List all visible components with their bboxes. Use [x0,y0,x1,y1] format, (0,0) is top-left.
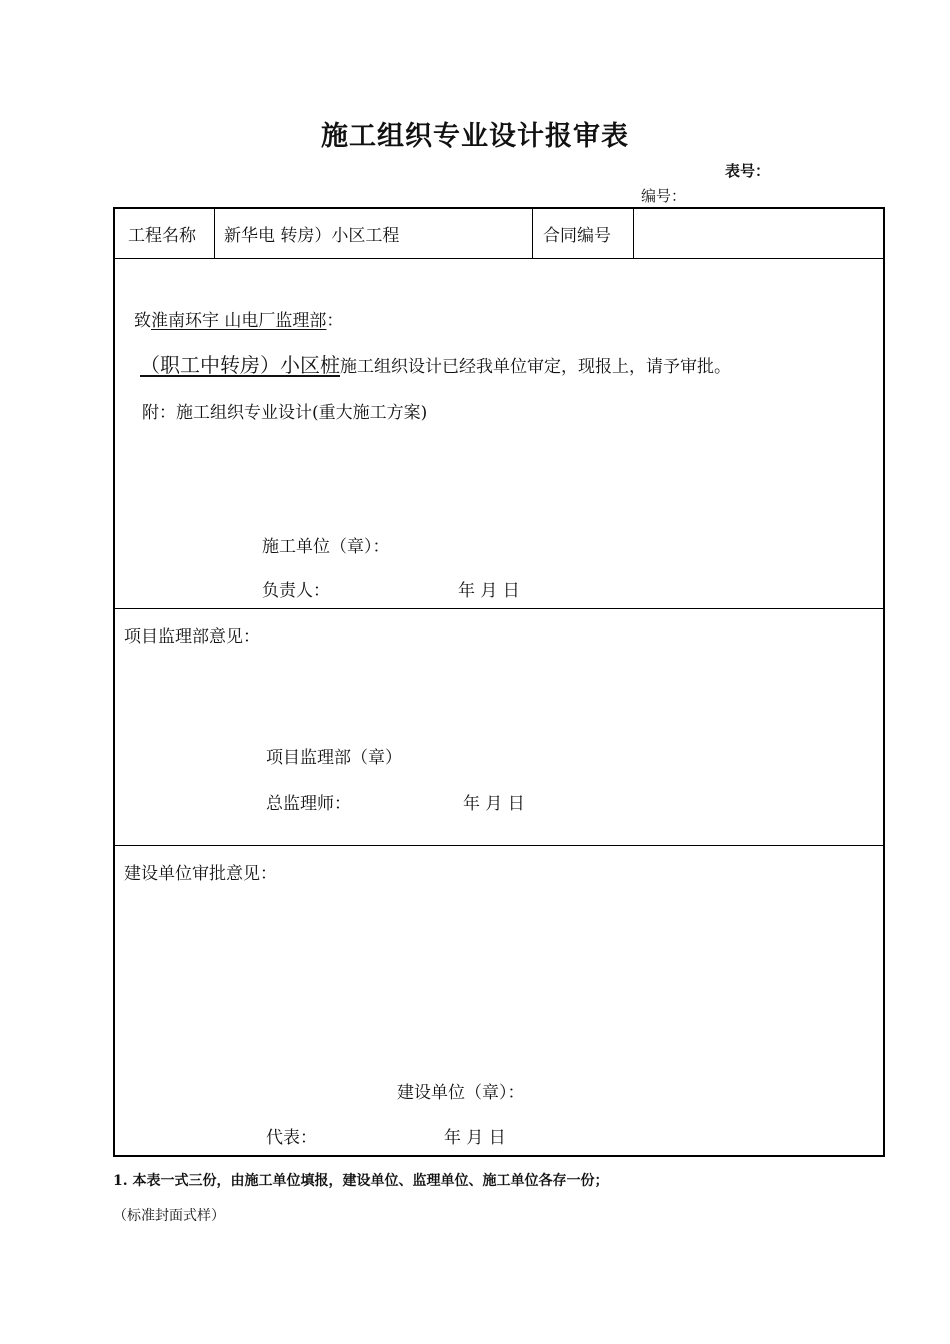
addressee-prefix: 致 [134,311,151,331]
contractor-date-label: 年 月 日 [458,581,520,601]
owner-date-label: 年 月 日 [444,1128,506,1148]
chief-supervisor-label: 总监理师： [266,794,351,814]
row-divider [115,258,883,259]
supervision-opinion-heading: 项目监理部意见： [124,627,260,647]
representative-label: 代表： [266,1128,317,1148]
statement-text: 施工组织设计已经我单位审定，现报上，请予审批。 [340,357,731,377]
supervision-date-label: 年 月 日 [463,794,525,814]
form-number-label: 表号： [725,162,771,180]
sample-note: （标准封面式样） [113,1208,225,1224]
addressee-line [134,306,343,331]
supervision-seal-label: 项目监理部（章） [266,748,402,768]
owner-approval-heading: 建设单位审批意见： [124,864,277,884]
project-name-value[interactable]: 新华电 转房）小区工程 [224,226,400,246]
header-divider [633,209,634,258]
serial-number-label: 编号： [641,187,687,205]
project-name-label: 工程名称 [128,226,196,246]
owner-seal-label: 建设单位（章）： [397,1083,525,1103]
contractor-seal-label: 施工单位（章）： [262,537,390,557]
row-divider [115,608,883,609]
footer-note: 1. 本表一式三份，由施工单位填报，建设单位、监理单位、施工单位各存一份； [113,1173,609,1189]
project-reference: （职工中转房）小区桩 [140,353,340,377]
attachment-line: 附：施工组织专业设计(重大施工方案) [142,403,428,423]
header-divider [532,209,533,258]
row-divider [115,845,883,846]
document-title: 施工组织专业设计报审表 [321,121,629,152]
responsible-person-label: 负责人： [262,581,330,601]
submission-statement [140,349,731,378]
header-divider [214,209,215,258]
contract-number-label: 合同编号 [543,226,611,246]
addressee-name: 淮南环宇 山电厂监理部 [151,311,327,331]
form-table [113,207,885,1157]
addressee-suffix: ： [326,311,344,331]
